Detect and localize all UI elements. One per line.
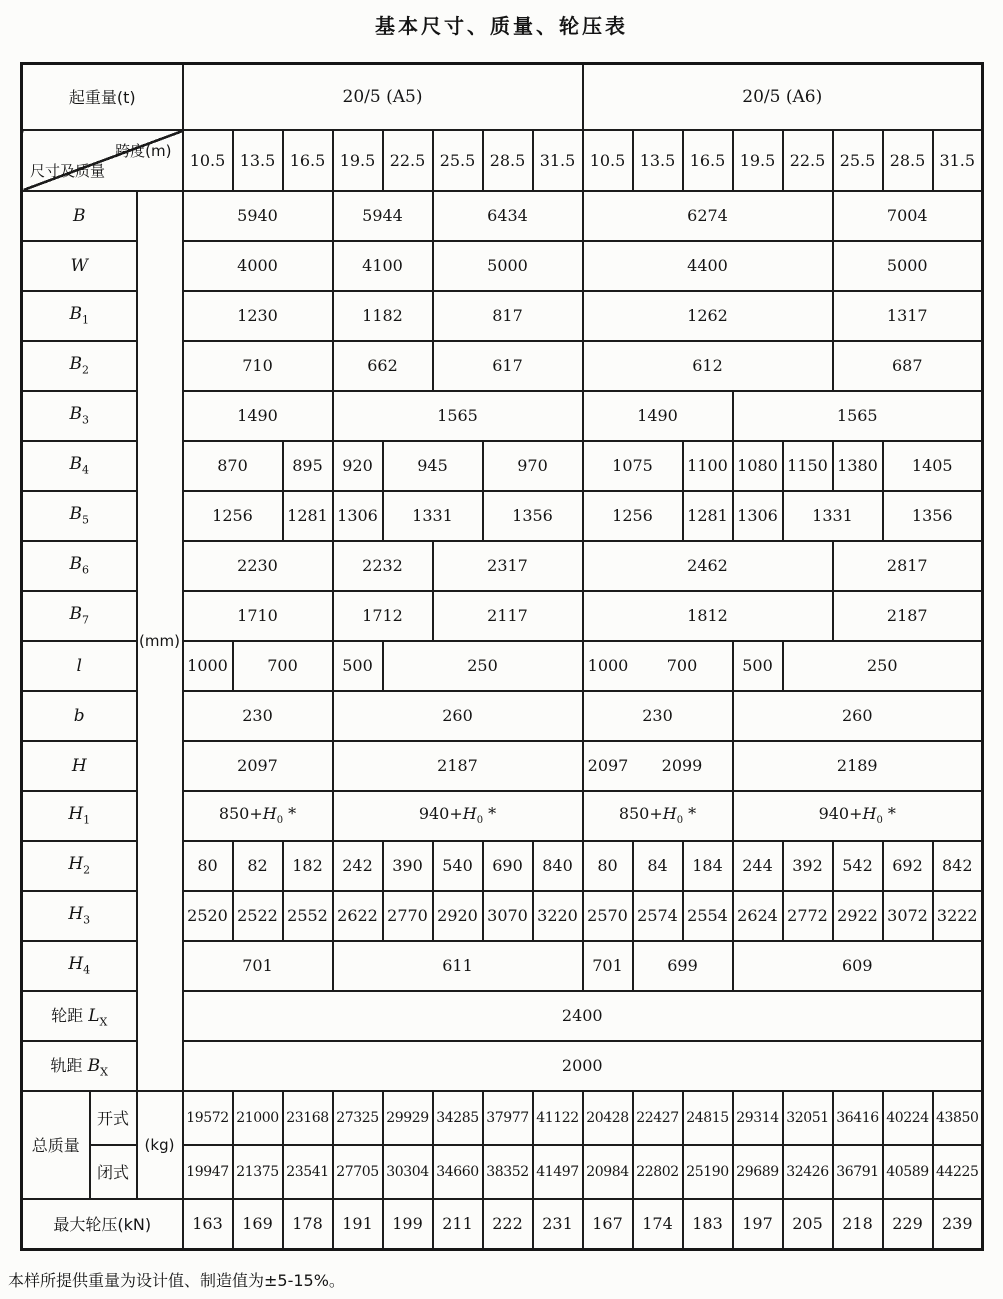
span-col-a6-28.5: 28.5 [883, 130, 933, 191]
cell-wheelbase-value: 2400 [183, 991, 983, 1041]
cell-B4-4: 970 [483, 441, 583, 491]
cell-H-3: 2099 [633, 741, 733, 791]
cell-H3-11: 2624 [733, 891, 783, 941]
cell-B-1: 5944 [333, 191, 433, 241]
row-label-wheelbase: 轮距 $L_X$ [22, 991, 137, 1041]
cell-B4-3: 945 [383, 441, 483, 491]
cell-B4-1: 895 [283, 441, 333, 491]
cell-H3-15: 3222 [933, 891, 983, 941]
cell-H2-7: 840 [533, 841, 583, 891]
cell-H2-15: 842 [933, 841, 983, 891]
cell-H2-14: 692 [883, 841, 933, 891]
cell-mass-closed-11: 29689 [733, 1145, 783, 1199]
row-label-B3: $B_3$ [22, 391, 137, 441]
cell-B6-1: 2232 [333, 541, 433, 591]
cell-H2-1: 82 [233, 841, 283, 891]
cell-H3-6: 3070 [483, 891, 533, 941]
row-label-B1: $B_1$ [22, 291, 137, 341]
cell-l-2: 500 [333, 641, 383, 691]
span-col-a5-31.5: 31.5 [533, 130, 583, 191]
cell-B5-5: 1256 [583, 491, 683, 541]
span-col-a6-10.5: 10.5 [583, 130, 633, 191]
cell-B7-0: 1710 [183, 591, 333, 641]
cell-H2-4: 390 [383, 841, 433, 891]
cell-B1-3: 1262 [583, 291, 833, 341]
cell-H4-4: 609 [733, 941, 983, 991]
cell-wheel-load-15: 239 [933, 1199, 983, 1250]
cell-B1-4: 1317 [833, 291, 983, 341]
cell-mass-closed-9: 22802 [633, 1145, 683, 1199]
cell-l-7: 250 [783, 641, 983, 691]
cell-H2-8: 80 [583, 841, 633, 891]
diagonal-header [22, 130, 183, 191]
cell-mass-open-7: 41122 [533, 1091, 583, 1145]
cell-wheel-load-4: 199 [383, 1199, 433, 1250]
mass-closed-label: 闭式 [90, 1145, 137, 1199]
cell-H4-3: 699 [633, 941, 733, 991]
cell-H2-3: 242 [333, 841, 383, 891]
cell-l-0: 1000 [183, 641, 233, 691]
cell-l-6: 500 [733, 641, 783, 691]
cell-B5-1: 1281 [283, 491, 333, 541]
cell-mass-closed-1: 21375 [233, 1145, 283, 1199]
cell-W-1: 4100 [333, 241, 433, 291]
cell-l-3: 250 [383, 641, 583, 691]
cell-wheel-load-1: 169 [233, 1199, 283, 1250]
cell-H1-0: $850+H_0$ * [183, 791, 333, 841]
cell-mass-closed-3: 27705 [333, 1145, 383, 1199]
cell-B4-9: 1380 [833, 441, 883, 491]
cell-wheel-load-6: 222 [483, 1199, 533, 1250]
row-label-B: B [22, 191, 137, 241]
cell-H1-2: $850+H_0$ * [583, 791, 733, 841]
cell-wheel-load-2: 178 [283, 1199, 333, 1250]
cell-wheel-load-0: 163 [183, 1199, 233, 1250]
cell-wheel-load-9: 174 [633, 1199, 683, 1250]
cell-wheel-load-11: 197 [733, 1199, 783, 1250]
cell-H2-10: 184 [683, 841, 733, 891]
cell-wheel-load-7: 231 [533, 1199, 583, 1250]
span-col-a5-25.5: 25.5 [433, 130, 483, 191]
row-label-l: l [22, 641, 137, 691]
row-label-H2: $H_2$ [22, 841, 137, 891]
cell-B5-3: 1331 [383, 491, 483, 541]
cell-mass-closed-4: 30304 [383, 1145, 433, 1199]
cell-H3-13: 2922 [833, 891, 883, 941]
cell-B7-3: 1812 [583, 591, 833, 641]
cell-W-2: 5000 [433, 241, 583, 291]
row-label-W: W [22, 241, 137, 291]
row-label-B4: $B_4$ [22, 441, 137, 491]
cell-B4-0: 870 [183, 441, 283, 491]
spec-table [20, 62, 984, 1251]
cell-B-3: 6274 [583, 191, 833, 241]
cell-mass-open-6: 37977 [483, 1091, 533, 1145]
span-col-a5-22.5: 22.5 [383, 130, 433, 191]
mass-open-label: 开式 [90, 1091, 137, 1145]
capacity-header: 起重量(t) [22, 64, 183, 130]
cell-l-4: 1000 [583, 641, 633, 691]
span-col-a6-31.5: 31.5 [933, 130, 983, 191]
cell-B2-2: 617 [433, 341, 583, 391]
cell-H2-9: 84 [633, 841, 683, 891]
cell-H2-11: 244 [733, 841, 783, 891]
cell-B3-3: 1565 [733, 391, 983, 441]
row-label-gauge: 轨距 $B_X$ [22, 1041, 137, 1091]
cell-H3-12: 2772 [783, 891, 833, 941]
cell-mass-closed-10: 25190 [683, 1145, 733, 1199]
cell-H3-9: 2574 [633, 891, 683, 941]
cell-mass-closed-13: 36791 [833, 1145, 883, 1199]
cell-B4-5: 1075 [583, 441, 683, 491]
span-col-a6-25.5: 25.5 [833, 130, 883, 191]
cell-B6-2: 2317 [433, 541, 583, 591]
size-mass-label: 尺寸及质量 [30, 161, 106, 180]
cell-B2-0: 710 [183, 341, 333, 391]
cell-mass-open-12: 32051 [783, 1091, 833, 1145]
cell-B7-1: 1712 [333, 591, 433, 641]
cell-mass-open-5: 34285 [433, 1091, 483, 1145]
cell-H4-2: 701 [583, 941, 633, 991]
cell-B4-7: 1080 [733, 441, 783, 491]
span-col-a6-19.5: 19.5 [733, 130, 783, 191]
cell-B7-2: 2117 [433, 591, 583, 641]
cell-H2-13: 542 [833, 841, 883, 891]
cell-H1-3: $940+H_0$ * [733, 791, 983, 841]
cell-mass-open-8: 20428 [583, 1091, 633, 1145]
cell-H3-2: 2552 [283, 891, 333, 941]
cell-mass-closed-2: 23541 [283, 1145, 333, 1199]
cell-H-0: 2097 [183, 741, 333, 791]
cell-H3-10: 2554 [683, 891, 733, 941]
cell-mass-open-14: 40224 [883, 1091, 933, 1145]
cell-mass-open-1: 21000 [233, 1091, 283, 1145]
cell-H3-1: 2522 [233, 891, 283, 941]
wheel-load-label: 最大轮压(kN) [22, 1199, 183, 1250]
row-label-B5: $B_5$ [22, 491, 137, 541]
span-col-a5-10.5: 10.5 [183, 130, 233, 191]
cell-wheel-load-5: 211 [433, 1199, 483, 1250]
cell-mass-open-4: 29929 [383, 1091, 433, 1145]
footnote: 本样所提供重量为设计值、制造值为±5-15%。 [8, 1271, 345, 1290]
cell-H4-0: 701 [183, 941, 333, 991]
cell-B4-6: 1100 [683, 441, 733, 491]
cell-H-4: 2189 [733, 741, 983, 791]
cell-H4-1: 611 [333, 941, 583, 991]
cell-H1-1: $940+H_0$ * [333, 791, 583, 841]
row-label-H1: $H_1$ [22, 791, 137, 841]
cell-B2-4: 687 [833, 341, 983, 391]
cell-mass-open-10: 24815 [683, 1091, 733, 1145]
unit-kg: (kg) [137, 1091, 183, 1199]
cell-wheel-load-3: 191 [333, 1199, 383, 1250]
cell-l-1: 700 [233, 641, 333, 691]
cell-B3-0: 1490 [183, 391, 333, 441]
cell-mass-closed-15: 44225 [933, 1145, 983, 1199]
span-col-a6-22.5: 22.5 [783, 130, 833, 191]
cell-mass-closed-14: 40589 [883, 1145, 933, 1199]
span-col-a5-13.5: 13.5 [233, 130, 283, 191]
cell-H3-0: 2520 [183, 891, 233, 941]
cell-mass-open-15: 43850 [933, 1091, 983, 1145]
cell-B5-2: 1306 [333, 491, 383, 541]
cell-B4-8: 1150 [783, 441, 833, 491]
cell-mass-closed-6: 38352 [483, 1145, 533, 1199]
cell-B5-0: 1256 [183, 491, 283, 541]
mass-label: 总质量 [22, 1091, 90, 1199]
cell-H3-7: 3220 [533, 891, 583, 941]
cell-B1-1: 1182 [333, 291, 433, 341]
cell-mass-open-13: 36416 [833, 1091, 883, 1145]
cell-mass-closed-5: 34660 [433, 1145, 483, 1199]
cell-B-2: 6434 [433, 191, 583, 241]
cell-B-0: 5940 [183, 191, 333, 241]
cell-wheel-load-13: 218 [833, 1199, 883, 1250]
cell-b-1: 260 [333, 691, 583, 741]
cell-H3-5: 2920 [433, 891, 483, 941]
row-label-B7: $B_7$ [22, 591, 137, 641]
cell-mass-closed-7: 41497 [533, 1145, 583, 1199]
cell-H-2: 2097 [583, 741, 633, 791]
cell-H2-5: 540 [433, 841, 483, 891]
cell-B-4: 7004 [833, 191, 983, 241]
cell-B5-9: 1356 [883, 491, 983, 541]
cell-B6-0: 2230 [183, 541, 333, 591]
cell-mass-closed-0: 19947 [183, 1145, 233, 1199]
span-col-a5-16.5: 16.5 [283, 130, 333, 191]
cell-W-3: 4400 [583, 241, 833, 291]
span-m-label: 跨度(m) [115, 141, 172, 160]
cell-wheel-load-12: 205 [783, 1199, 833, 1250]
cell-B6-3: 2462 [583, 541, 833, 591]
cell-B7-4: 2187 [833, 591, 983, 641]
cell-B3-2: 1490 [583, 391, 733, 441]
cell-B2-1: 662 [333, 341, 433, 391]
row-label-H: H [22, 741, 137, 791]
cell-mass-closed-8: 20984 [583, 1145, 633, 1199]
cell-H3-3: 2622 [333, 891, 383, 941]
cell-W-4: 5000 [833, 241, 983, 291]
cell-b-3: 260 [733, 691, 983, 741]
cell-H3-4: 2770 [383, 891, 433, 941]
row-label-B2: $B_2$ [22, 341, 137, 391]
cell-H-1: 2187 [333, 741, 583, 791]
cell-H3-14: 3072 [883, 891, 933, 941]
cell-mass-open-2: 23168 [283, 1091, 333, 1145]
span-col-a6-13.5: 13.5 [633, 130, 683, 191]
cell-wheel-load-10: 183 [683, 1199, 733, 1250]
cell-wheel-load-14: 229 [883, 1199, 933, 1250]
cell-b-0: 230 [183, 691, 333, 741]
cell-W-0: 4000 [183, 241, 333, 291]
cell-b-2: 230 [583, 691, 733, 741]
row-label-B6: $B_6$ [22, 541, 137, 591]
cell-H2-12: 392 [783, 841, 833, 891]
cell-mass-open-3: 27325 [333, 1091, 383, 1145]
unit-mm: (mm) [137, 191, 183, 1091]
group-header-a5: 20/5 (A5) [183, 64, 583, 130]
cell-H3-8: 2570 [583, 891, 633, 941]
cell-B5-6: 1281 [683, 491, 733, 541]
span-col-a5-19.5: 19.5 [333, 130, 383, 191]
cell-B4-10: 1405 [883, 441, 983, 491]
cell-mass-open-11: 29314 [733, 1091, 783, 1145]
row-label-H4: $H_4$ [22, 941, 137, 991]
cell-wheel-load-8: 167 [583, 1199, 633, 1250]
cell-B4-2: 920 [333, 441, 383, 491]
cell-gauge-value: 2000 [183, 1041, 983, 1091]
cell-B2-3: 612 [583, 341, 833, 391]
page-title: 基本尺寸、质量、轮压表 [375, 14, 628, 38]
cell-mass-open-0: 19572 [183, 1091, 233, 1145]
cell-H2-6: 690 [483, 841, 533, 891]
cell-l-5: 700 [633, 641, 733, 691]
cell-mass-open-9: 22427 [633, 1091, 683, 1145]
span-col-a5-28.5: 28.5 [483, 130, 533, 191]
row-label-b: b [22, 691, 137, 741]
group-header-a6: 20/5 (A6) [583, 64, 983, 130]
row-label-H3: $H_3$ [22, 891, 137, 941]
cell-B1-0: 1230 [183, 291, 333, 341]
cell-B6-4: 2817 [833, 541, 983, 591]
cell-B5-4: 1356 [483, 491, 583, 541]
cell-B5-7: 1306 [733, 491, 783, 541]
cell-H2-2: 182 [283, 841, 333, 891]
cell-B1-2: 817 [433, 291, 583, 341]
cell-B3-1: 1565 [333, 391, 583, 441]
cell-H2-0: 80 [183, 841, 233, 891]
cell-B5-8: 1331 [783, 491, 883, 541]
cell-mass-closed-12: 32426 [783, 1145, 833, 1199]
span-col-a6-16.5: 16.5 [683, 130, 733, 191]
